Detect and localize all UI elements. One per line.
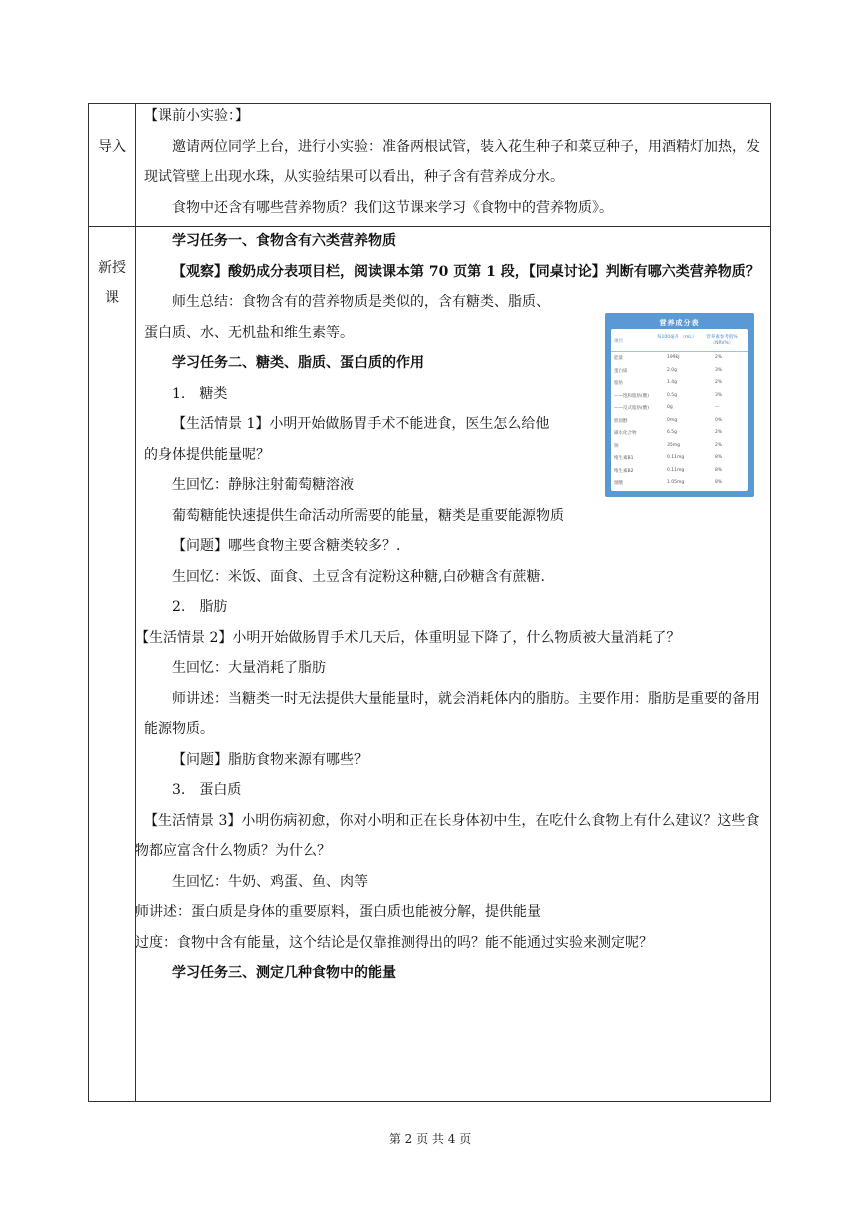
nutrition-item-name: 维生素B2 (614, 468, 634, 474)
nutrition-row (611, 467, 748, 475)
scenario-1-line-a: 【生活情景 1】小明开始做肠胃手术不能进食，医生怎么给他 (172, 416, 550, 432)
intro-content (144, 101, 762, 223)
intro-question: 食物中还含有哪些营养物质？我们这节课来学习《食物中的营养物质》。 (172, 199, 613, 216)
nutrition-item-name: 蛋白质 (614, 368, 628, 374)
nutrition-item-amount: 35mg (667, 442, 680, 448)
nutrition-row (611, 442, 748, 450)
nutrition-item-amount: 2.0g (667, 367, 678, 373)
observe-instruction: 【观察】酸奶成分表项目栏，阅读课本第 70 页第 1 段，【同桌讨论】判断有哪六类营养物质？ (172, 263, 760, 280)
nutrition-facts-title: 营养成分表 (659, 319, 700, 327)
recall-3: 生回忆：大量消耗了脂肪 (172, 660, 326, 676)
nutrition-row (611, 379, 748, 387)
recall-2: 生回忆：米饭、面食、土豆含有淀粉这种糖,白砂糖含有蔗糖. (172, 568, 545, 585)
nutrition-item-name: 脂肪 (614, 381, 623, 386)
recall-1: 生回忆：静脉注射葡萄糖溶液 (172, 477, 354, 493)
nutrition-item-nrv: 8% (715, 467, 723, 473)
nutrition-item-amount: 1.05mg (667, 480, 685, 485)
nutrition-item-nrv: 8% (715, 455, 723, 460)
nutrition-item-nrv: — (715, 405, 720, 410)
nutrition-item-name: 维生素B1 (614, 456, 634, 461)
nutrition-row (611, 367, 748, 375)
nutrition-item-amount: 0.11mg (667, 455, 685, 460)
scenario-3: 【生活情景 3】小明伤病初愈，你对小明和正在长身体初中生，在吃什么食物上有什么建议？这些食物都应富含什么物质？为什么？ (135, 812, 760, 859)
nutrition-row (611, 429, 748, 437)
intro-label: 导入 (98, 139, 126, 155)
teacher-explanation-1: 师讲述：当糖类一时无法提供大量能量时，就会消耗体内的脂肪。主要作用：脂肪是重要的备用能源物质。 (144, 690, 760, 737)
recall-4: 生回忆：牛奶、鸡蛋、鱼、肉等 (172, 873, 368, 890)
teacher-explanation-2: 师讲述：蛋白质是身体的重要原料，蛋白质也能被分解，提供能量 (135, 904, 541, 920)
nutrition-item-amount: 0.5g (667, 392, 678, 398)
nutrition-row (611, 392, 748, 400)
nutrition-item-name: 烟酸 (614, 481, 623, 486)
nutrition-item-nrv: 2% (715, 380, 723, 385)
nutrition-item-name: 能量 (614, 356, 623, 361)
nutrition-row (611, 354, 748, 362)
nutrition-header-per100: 每100毫升 （mL） (657, 335, 697, 340)
heading-carbohydrates: 1. 糖类 (172, 385, 228, 402)
nutrition-item-name: 胆固醇 (614, 418, 628, 424)
nutrition-item-nrv: 2% (715, 355, 723, 360)
nutrition-item-name: 碳水化合物 (614, 431, 637, 436)
heading-fat: 2. 脂肪 (172, 599, 228, 615)
newlesson-label-line1: 新授 (98, 260, 126, 276)
nutrition-item-name: 钠 (614, 443, 619, 449)
nutrition-item-nrv: 0% (715, 417, 723, 423)
nutrition-item-nrv: 3% (715, 367, 723, 373)
nutrition-facts-panel (611, 329, 748, 491)
nutrition-item-nrv: 3% (715, 392, 723, 398)
nutrition-header-item: 项目 (614, 339, 623, 344)
scenario-2: 【生活情景 2】小明开始做肠胃手术几天后，体重明显下降了，什么物质被大量消耗了？ (135, 629, 681, 646)
nutrition-item-amount: 199kJ (667, 355, 680, 360)
nutrition-item-amount: 1.4g (667, 380, 678, 385)
question-2: 【问题】脂肪食物来源有哪些？ (172, 751, 368, 768)
nutrition-item-amount: 6.5g (667, 430, 678, 435)
scenario-1-line-b: 的身体提供能量呢？ (144, 446, 270, 463)
nutrition-item-name: ——反式脂肪(酸) (614, 406, 650, 411)
nutrition-item-nrv: 2% (715, 430, 723, 435)
intro-heading: 【课前小实验：】 (144, 108, 249, 124)
summary-line-b: 蛋白质、水、无机盐和维生素等。 (144, 324, 354, 341)
glucose-statement: 葡萄糖能快速提供生命活动所需要的能量，糖类是重要能源物质 (172, 507, 564, 524)
nutrition-facts-header (611, 333, 748, 352)
nutrition-facts-image (605, 313, 754, 497)
page-footer: 第 2 页 共 4 页 (388, 1132, 472, 1146)
nutrition-item-name: ——饱和脂肪(酸) (614, 393, 650, 399)
nutrition-item-nrv: 8% (715, 480, 723, 485)
nutrition-row (611, 404, 748, 412)
nutrition-row (611, 417, 748, 425)
task2-title: 学习任务二、糖类、脂质、蛋白质的作用 (172, 355, 424, 371)
nutrition-header-nrv: 营养素参考值% （NRV%） (706, 335, 738, 346)
lesson-table (88, 103, 771, 1102)
summary-line-a: 师生总结：食物含有的营养物质是类似的，含有糖类、脂质、 (172, 294, 550, 310)
nutrition-row (611, 454, 748, 462)
heading-protein: 3. 蛋白质 (172, 782, 242, 798)
newlesson-label-line2: 课 (105, 290, 119, 306)
nutrition-item-amount: 0.11mg (667, 467, 685, 473)
newlesson-label (89, 253, 135, 313)
intro-experiment: 邀请两位同学上台，进行小实验：准备两根试管，装入花生种子和菜豆种子，用酒精灯加热，发现试管壁上出现水珠，从实验结果可以看出，种子含有营养成分水。 (144, 138, 760, 185)
nutrition-item-amount: 0mg (667, 417, 678, 423)
nutrition-row (611, 479, 748, 487)
question-1: 【问题】哪些食物主要含糖类较多？. (172, 538, 401, 554)
task3-title: 学习任务三、测定几种食物中的能量 (172, 965, 396, 981)
nutrition-item-nrv: 2% (715, 442, 723, 448)
task1-title: 学习任务一、食物含有六类营养物质 (172, 233, 396, 249)
transition-text: 过度：食物中含有能量，这个结论是仅靠推测得出的吗？能不能通过实验来测定呢？ (135, 934, 653, 951)
nutrition-item-amount: 0g (667, 405, 673, 410)
